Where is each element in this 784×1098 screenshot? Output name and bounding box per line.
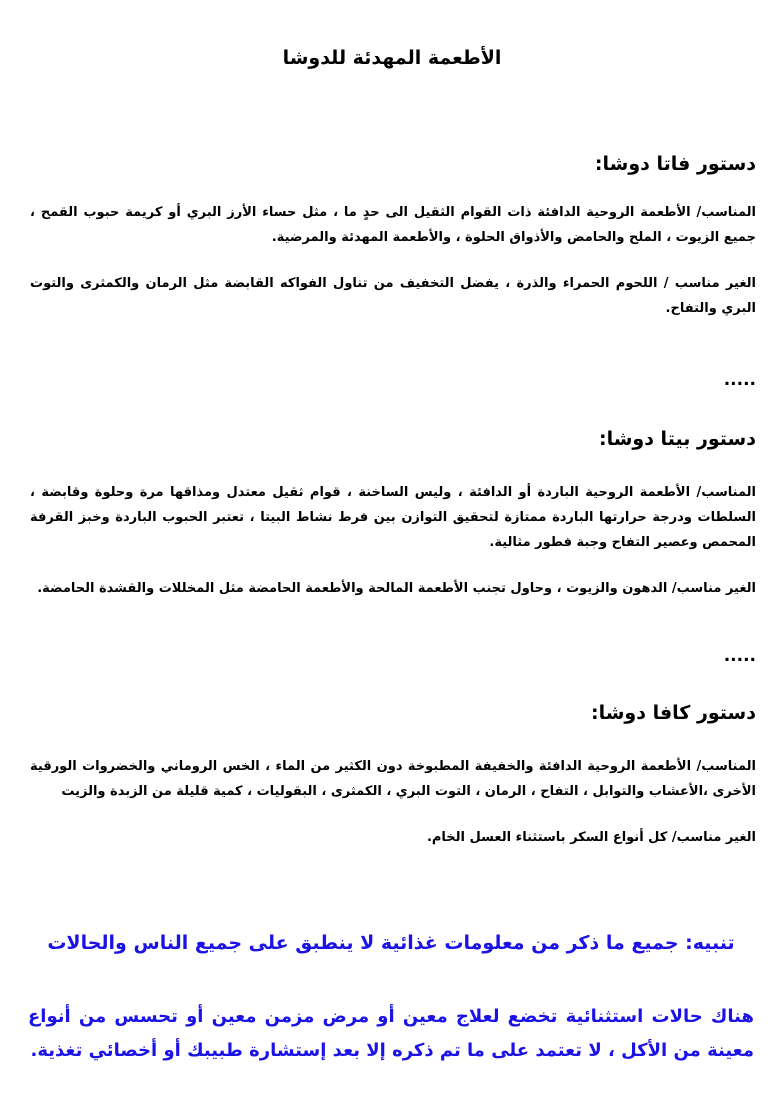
vata-suitable-text: المناسب/ الأطعمة الروحية الدافئة ذات القوام الثقيل الى حدٍ ما ، مثل حساء الأرز البري أو كريمة حبوب القمح ، جميع الزيوت ، الملح والحامض والأذواق الحلوة ، والأطعمة المهدئة والمرضية. <box>30 205 756 245</box>
notice-body: هناك حالات استثنائية تخضع لعلاج معين أو مرض مزمن معين أو تحسس من أنواع معينة من الأكل ، لا تعتمد على ما تم ذكره إلا بعد إستشارة طبيبك أو أخصائي تغذية. <box>28 1006 754 1061</box>
separator-1: ..... <box>723 370 756 390</box>
pitta-unsuitable-text: الغير مناسب/ الدهون والزيوت ، وحاول تجنب الأطعمة المالحة والأطعمة الحامضة مثل المخللات والقشدة الحامضة. <box>37 581 756 596</box>
kapha-unsuitable-text: الغير مناسب/ كل أنواع السكر باستثناء العسل الخام. <box>426 830 756 845</box>
section-heading-pitta: دستور بيتا دوشا: <box>598 428 756 450</box>
section-vata <box>30 150 756 321</box>
pitta-suitable-text: المناسب/ الأطعمة الروحية الباردة أو الدافئة ، وليس الساخنة ، قوام ثقيل معتدل ومذاقها مرة وحلوة وقابضة ، السلطات ودرجة حرارتها الباردة ممتازة لتحقيق التوازن بين فرط نشاط البيتا ، تعتبر الحبوب الباردة وخبز القرفة المحمص وعصير التفاح وجبة فطور مثالية. <box>30 485 756 550</box>
vata-unsuitable-text: الغير مناسب / اللحوم الحمراء والذرة ، يفضل التخفيف من تناول الفواكه القابضة مثل الرمان والكمثرى والتوت البري والتفاح. <box>30 276 756 316</box>
document-title: الأطعمة المهدئة للدوشا <box>282 47 502 69</box>
kapha-suitable-text: المناسب/ الأطعمة الروحية الدافئة والخفيفة المطبوخة دون الكثير من الماء ، الخس الروماني والخضروات الورقية الأخرى ،الأعشاب والتوابل ، التفاح ، الرمان ، التوت البري ، الكمثرى ، البقوليات ، كمية قليلة من الزبدة والزيت <box>30 759 756 799</box>
notice-headline: تنبيه: جميع ما ذكر من معلومات غذائية لا ينطبق على جميع الناس والحالات <box>47 932 735 954</box>
section-heading-kapha: دستور كافا دوشا: <box>590 702 756 724</box>
section-pitta <box>30 425 756 601</box>
separator-2: ..... <box>723 646 756 666</box>
section-heading-vata: دستور فاتا دوشا: <box>594 153 756 175</box>
section-kapha <box>30 699 756 850</box>
